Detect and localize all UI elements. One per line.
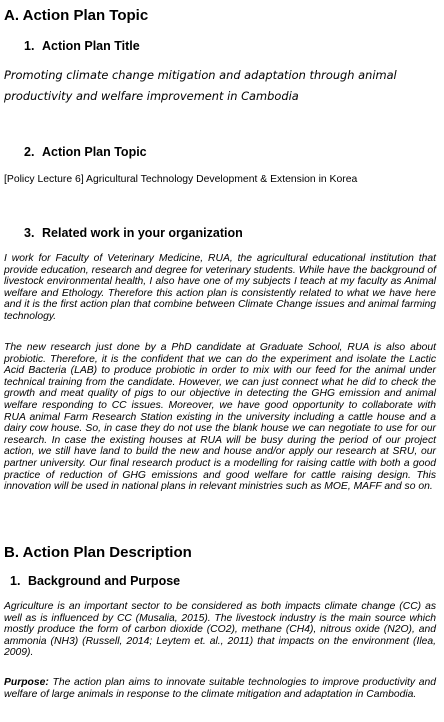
purpose-paragraph	[4, 677, 436, 700]
item-number: 2.	[24, 145, 35, 159]
section-a-item-2-heading	[24, 145, 147, 160]
item-label: Action Plan Title	[42, 39, 140, 53]
item-label: Background and Purpose	[28, 574, 181, 588]
section-a-item-3-heading	[24, 226, 243, 241]
action-plan-topic-text: [Policy Lecture 6] Agricultural Technology Development & Extension in Korea	[4, 174, 358, 185]
background-paragraph: Agriculture is an important sector to be considered as both impacts climate change (CC) as well as is influenced by CC (Musalia, 2015). The livestock industry is the main source which mostly produce the form of carbon dioxide (CO2), methane (CH4), nitrous oxide (N2O), and ammonia (NH3) (Russell, 2014; Leytem et. al., 2011) that impacts on the environment (Ilea, 2009).	[4, 601, 436, 659]
section-b-item-1-heading	[10, 574, 180, 589]
section-a-item-1-heading	[24, 39, 140, 54]
item-number: 1.	[24, 39, 35, 53]
purpose-text: The action plan aims to innovate suitable technologies to improve productivity and welfare of large animals in response to the climate mitigation and adaptation in Cambodia.	[4, 677, 436, 700]
item-label: Action Plan Topic	[42, 145, 147, 159]
action-plan-title-text: Promoting climate change mitigation and adaptation through animal productivity and welfare improvement in Cambodia	[4, 68, 397, 103]
item-number: 1.	[10, 574, 21, 588]
item-number: 3.	[24, 226, 35, 240]
section-a-heading: A. Action Plan Topic	[4, 7, 149, 24]
related-work-paragraph-1: I work for Faculty of Veterinary Medicine, RUA, the agricultural educational institution that provide education, research and degree for veterinary students. While have the background of livestock environmental health, I also have one of my subjects I teach at my faculty as Animal welfare and Ethology. Therefore this action plan is consistently related to what we have here and it is the first action plan that combine between Climate Change issues and animal farming technology.	[4, 253, 436, 322]
section-b-heading: B. Action Plan Description	[4, 544, 192, 561]
item-label: Related work in your organization	[42, 226, 243, 240]
purpose-label: Purpose:	[4, 677, 49, 688]
related-work-paragraph-2: The new research just done by a PhD candidate at Graduate School, RUA is also about probiotic. Therefore, it is the confident that we can do the experiment and isolate the Lactic Acid Bacteria (LAB) to produce probiotic in order to mix with our feed for the animal under technical training from the candidate. However, we can just connect what he did to check the growth and meat quality of pigs to our objective in detecting the GHG emission and animal welfare responding to CC issues. Moreover, we have good opportunity to collaborate with RUA animal Farm Research Station existing in the university including a cattle house and a dairy cow house. So, in case they do not use the blank house we can negotiate to use for our research. In case the existing houses at RUA will be busy during the period of our project action, we still have land to build the new and house and/or apply our research at SRU, our partner university. Our final research product is a modelling for raising cattle with both a good practice of reduction of GHG emissions and good welfare for cattle raising design. This innovation will be used in national plans in relevant ministries such as MOE, MAFF and so on.	[4, 342, 436, 493]
